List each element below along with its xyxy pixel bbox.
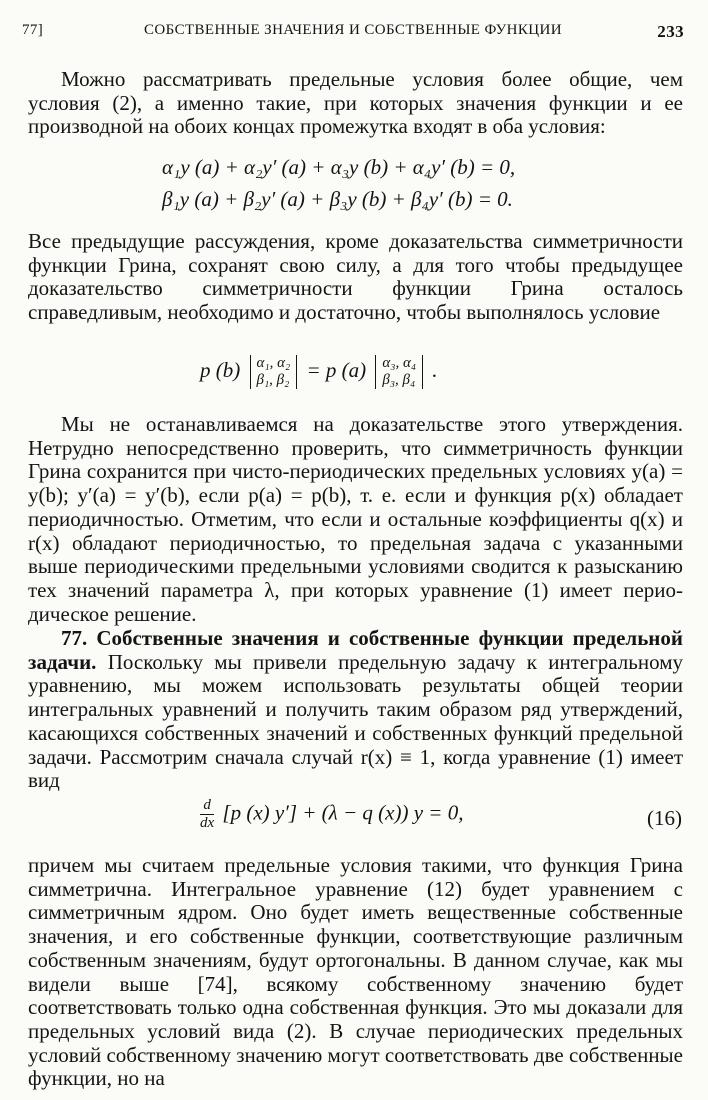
equation-number: (16) bbox=[647, 806, 682, 830]
section-text: Поскольку мы привели предельную задачу к интегральному уравнению, мы можем использовать результаты общей теории интегральных уравнений и получить таким образом ряд утверждений, касающихся собственных значений и собственных функций предельной задачи. Рассмотрим сначала случай r(x) ≡ 1, когда уравнение (1) имеет вид bbox=[28, 649, 683, 793]
eq4-body: [p (x) y′] + (λ − q (x)) y = 0, bbox=[222, 800, 464, 825]
fraction-numerator: d bbox=[200, 797, 214, 815]
derivative-fraction bbox=[200, 797, 214, 832]
equation-beta-condition: β₁y (a) + β₂y′ (a) + β₃y (b) + β₄y′ (b) = 0. bbox=[162, 187, 513, 211]
header-title: СОБСТВЕННЫЕ ЗНАЧЕНИЯ И СОБСТВЕННЫЕ ФУНКЦИИ bbox=[144, 22, 562, 38]
running-header bbox=[22, 22, 684, 48]
paragraph-general-conditions: Можно рассматривать предельные условия более общие, чем условия (2), а именно такие, при которых значения функции и ее производной на обоих концах промежутка входят в оба условия: bbox=[28, 67, 683, 139]
det2-row1: α₃, α₄ bbox=[382, 355, 417, 371]
equation-16 bbox=[200, 797, 463, 832]
paragraph-section-77 bbox=[28, 627, 683, 793]
equation-alpha-condition: α₁y (a) + α₂y′ (a) + α₃y (b) + α₄y′ (b) = 0, bbox=[162, 155, 516, 179]
header-section-number: 77] bbox=[22, 22, 44, 38]
paragraph-periodic-conditions: Мы не останавливаемся на доказательстве этого утверждения. Нетрудно непосредственно проверить, что симметричность функции Грина сохранится при чисто-периодических предельных условиях y(a) = y(b); y′(a) = y′(b), если p(a) = p(b), т. е. если и функция p(x) обладает периодичностью. Отметим, что если и остальные коэффициенты q(x) и r(x) обладают периодичностью, то предельная задача с указанными выше периодическими предельными условиями сводится к разысканию тех значений параметра λ, при которых уравнение (1) имеет периодическое решение. bbox=[28, 412, 683, 626]
page-number: 233 bbox=[657, 22, 684, 41]
paragraph-green-symmetry: Все предыдущие рассуждения, кроме доказательства симметричности функции Грина, сохранят свою силу, а для того чтобы предыдущее доказательство симметричности функции Грина осталось справедливым, необходимо и достаточно, чтобы выполнялось условие bbox=[28, 229, 683, 325]
eq3-left: p (b) bbox=[200, 357, 241, 382]
determinant-alpha-beta-12 bbox=[250, 355, 298, 389]
equation-determinant-condition bbox=[200, 355, 438, 389]
eq3-mid: = p (a) bbox=[306, 357, 367, 382]
determinant-alpha-beta-34 bbox=[375, 355, 423, 389]
det2-row2: β₃, β₄ bbox=[382, 372, 416, 388]
det1-row2: β₁, β₂ bbox=[256, 372, 290, 388]
fraction-denominator: dx bbox=[200, 815, 215, 831]
paragraph-symmetric-kernel: причем мы считаем предельные условия такими, что функция Грина симметрична. Интегральное уравнение (12) будет уравнением с симметричным ядром. Оно будет иметь вещественные собственные значения, и его собственные функции, соответствующие различным собственным значениям, будут ортогональны. В данном случае, как мы видели выше [74], всякому собственному значению будет соответствовать только одна собственная функция. Это мы доказали для предельных условий вида (2). В случае периодических предельных условий собственному значению могут соответствовать две собственные функции, но на bbox=[28, 853, 683, 1091]
section-heading: 77. Собственные значения и собственные функции предельной задачи. bbox=[28, 626, 683, 674]
eq3-end: . bbox=[432, 357, 438, 382]
det1-row1: α₁, α₂ bbox=[256, 355, 291, 371]
